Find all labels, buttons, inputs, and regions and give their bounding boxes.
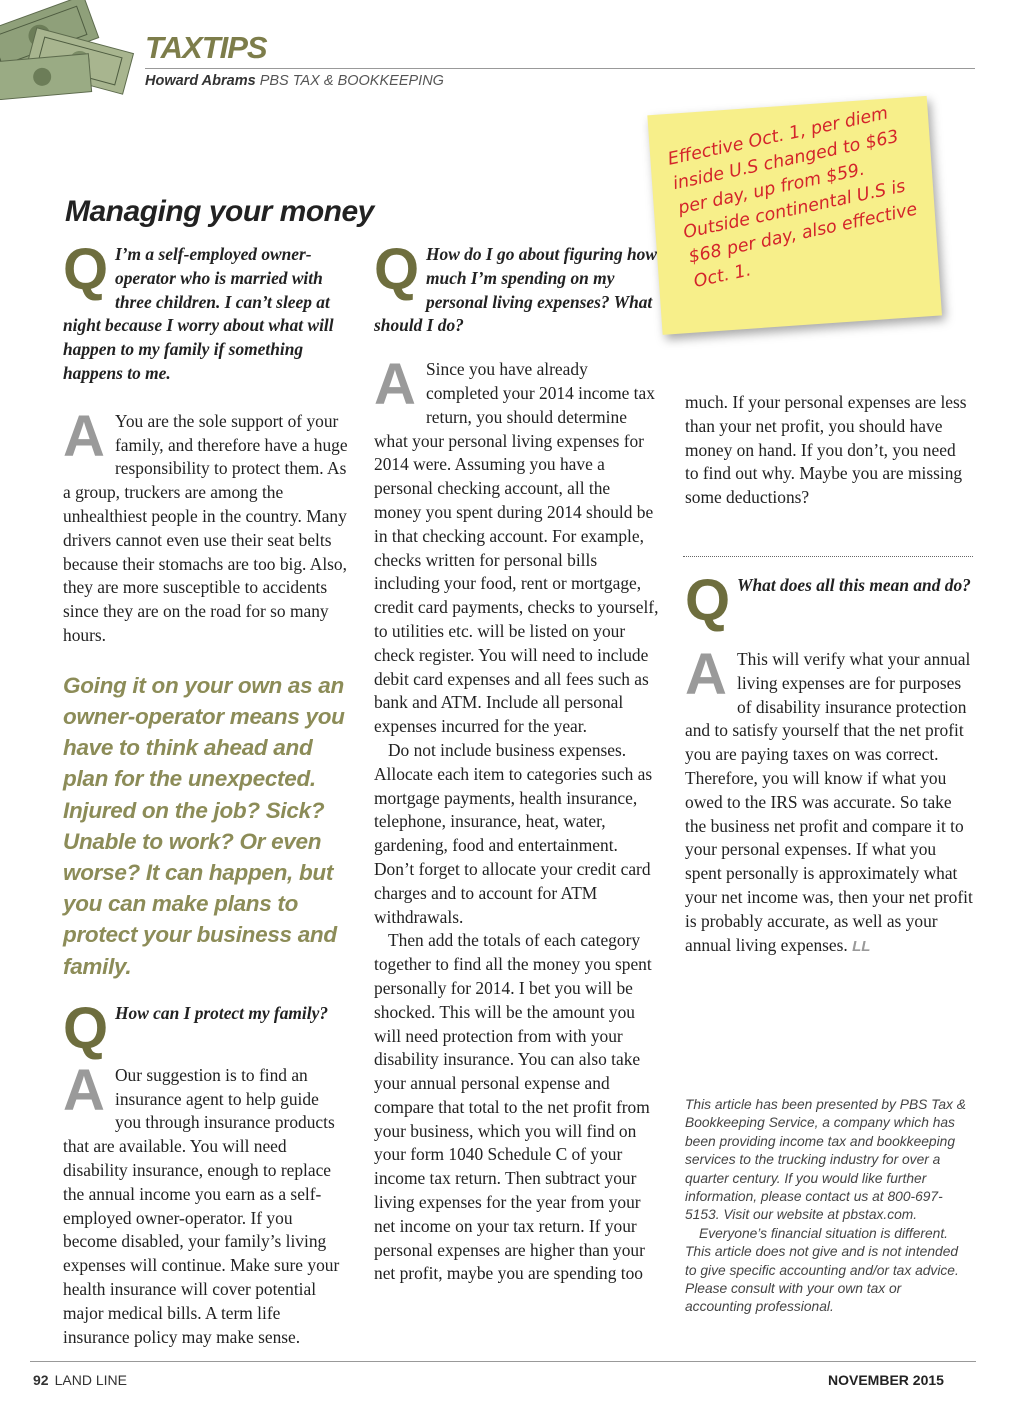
money-stack-image [0,0,140,100]
answer-block [63,1057,348,1350]
sticky-note [647,95,952,345]
answer-text: You are the sole support of your family, and therefore have a huge responsibility to protect them. As a group, truckers are among the unhealthiest people in the country. Many drivers cannot even use their seat belts because their stomachs are too big. Also, they are more susceptible to accidents since they are on the road for so many hours. [63,410,348,645]
magazine-name: LAND LINE [54,1372,127,1388]
sticky-note-text: Effective Oct. 1, per diem inside U.S changed to $63 per day, up from $59. Outside continental U.S is $68 per day, also effective Oct. 1. [666,103,920,292]
column-3 [685,391,973,510]
byline [145,73,444,89]
footer-left [33,1372,127,1388]
question-mark-letter: Q [63,995,109,1061]
section-title: TAXTIPS [145,30,267,65]
question-mark-letter: Q [685,568,731,633]
disclaimer-paragraph: Everyone’s financial situation is different. This article does not give and is not intended to give specific accounting and/or tax advice. Please consult with your own tax or accounting professional. [685,1225,959,1315]
question-text: I’m a self-employed owner-operator who is married with three children. I can’t sleep at night because I worry about what will happen to my family if something happens to me. [63,244,334,383]
question-block [685,568,973,633]
footer-divider [30,1361,976,1362]
answer-text-body: This will verify what your annual living expenses are for purposes of disability insurance protection and to satisfy yourself that the net profit you are paying taxes on was correct. Therefore, you will know if what you owed to the IRS was accurate. So take the business net profit and compare it to your personal expenses. If what you spent personally is approximately what your net income was, then your net profit is probably accurate, as well as your annual living expenses. [685,649,973,955]
question-block [374,237,659,338]
answer-text: Since you have already completed your 2014 income tax return, you should determine what your personal living expenses for 2014 were. Assuming you have a personal checking account, all the money you spent during 2014 should be in that checking account. For example, checks written for personal bills including your food, rent or mortgage, credit card payments, checks to yourself, to utilities etc. will be listed on your check register. You will need to include debit card expenses and all fees such as bank and ATM. Include all personal expenses incurred for the year. [374,359,659,737]
question-text: What does all this mean and do? [737,575,971,595]
author-company: PBS TAX & BOOKKEEPING [259,73,444,89]
dotted-divider [683,556,973,557]
question-block [63,995,348,1061]
answer-block [374,352,659,739]
answer-mark-letter: A [63,403,105,469]
question-mark-letter: Q [374,237,420,302]
column-2 [374,237,659,1286]
end-mark: LL [852,937,871,955]
answer-block [63,403,348,648]
answer-mark-letter: A [685,642,727,707]
question-text: How can I protect my family? [115,1002,329,1023]
header-divider [145,68,975,69]
issue-date: NOVEMBER 2015 [828,1372,944,1388]
answer-mark-letter: A [374,352,416,418]
answer-paragraph: Do not include business expenses. Allocate each item to categories such as mortgage payments, health insurance, telephone, insurance, heat, water, gardening, food and entertainment. Don’t forget to allocate your credit card charges and to account for ATM withdrawals. [374,739,653,927]
answer-continuation: much. If your personal expenses are less than your net profit, you should have money on hand. If you don’t, you need to find out why. Maybe you are missing some deductions? [685,392,967,508]
pull-quote: Going it on your own as an owner-operator means you have to think ahead and plan for the unexpected. Injured on the job? Sick? Unable to work? Or even worse? It can happen, but you can make plans to protect your business and family. [63,672,345,979]
page-number: 92 [33,1372,49,1388]
question-block [63,237,348,386]
disclaimer-paragraph: This article has been presented by PBS Tax & Bookkeeping Service, a company which has been providing income tax and bookkeeping services to the trucking industry for over a quarter century. If you would like further information, please contact us at 800-697-5153. Visit our website at pbstax.com. [685,1097,966,1223]
answer-paragraph: Then add the totals of each category together to find all the money you spent personally for 2014. I bet you will be shocked. This will be the amount you will need protection from with your disability insurance. You can also take your annual personal expense and compare that total to the net profit from your business, which you will find on your form 1040 Schedule C of your income tax return. Then subtract your living expenses for the year from your net income on your tax return. If your personal expenses are higher than your net profit, maybe you are spending too [374,930,652,1284]
article-disclaimer [685,1096,970,1317]
question-text: How do I go about figuring how much I’m spending on my personal living expenses? What should I do? [374,244,657,336]
question-mark-letter: Q [63,237,109,302]
answer-text: Our suggestion is to find an insurance agent to help guide you through insurance products that are available. You will need disability insurance, enough to replace the annual income you earn as a self-employed owner-operator. If you become disabled, your family’s living expenses will continue. Make sure your health insurance will cover potential major medical bills. A term life insurance policy may make sense. [63,1064,340,1347]
answer-mark-letter: A [63,1057,105,1123]
author-name: Howard Abrams [145,73,256,89]
article-headline: Managing your money [65,195,374,228]
answer-block [685,642,973,958]
column-1 [63,237,348,1349]
column-3-lower [685,568,973,958]
